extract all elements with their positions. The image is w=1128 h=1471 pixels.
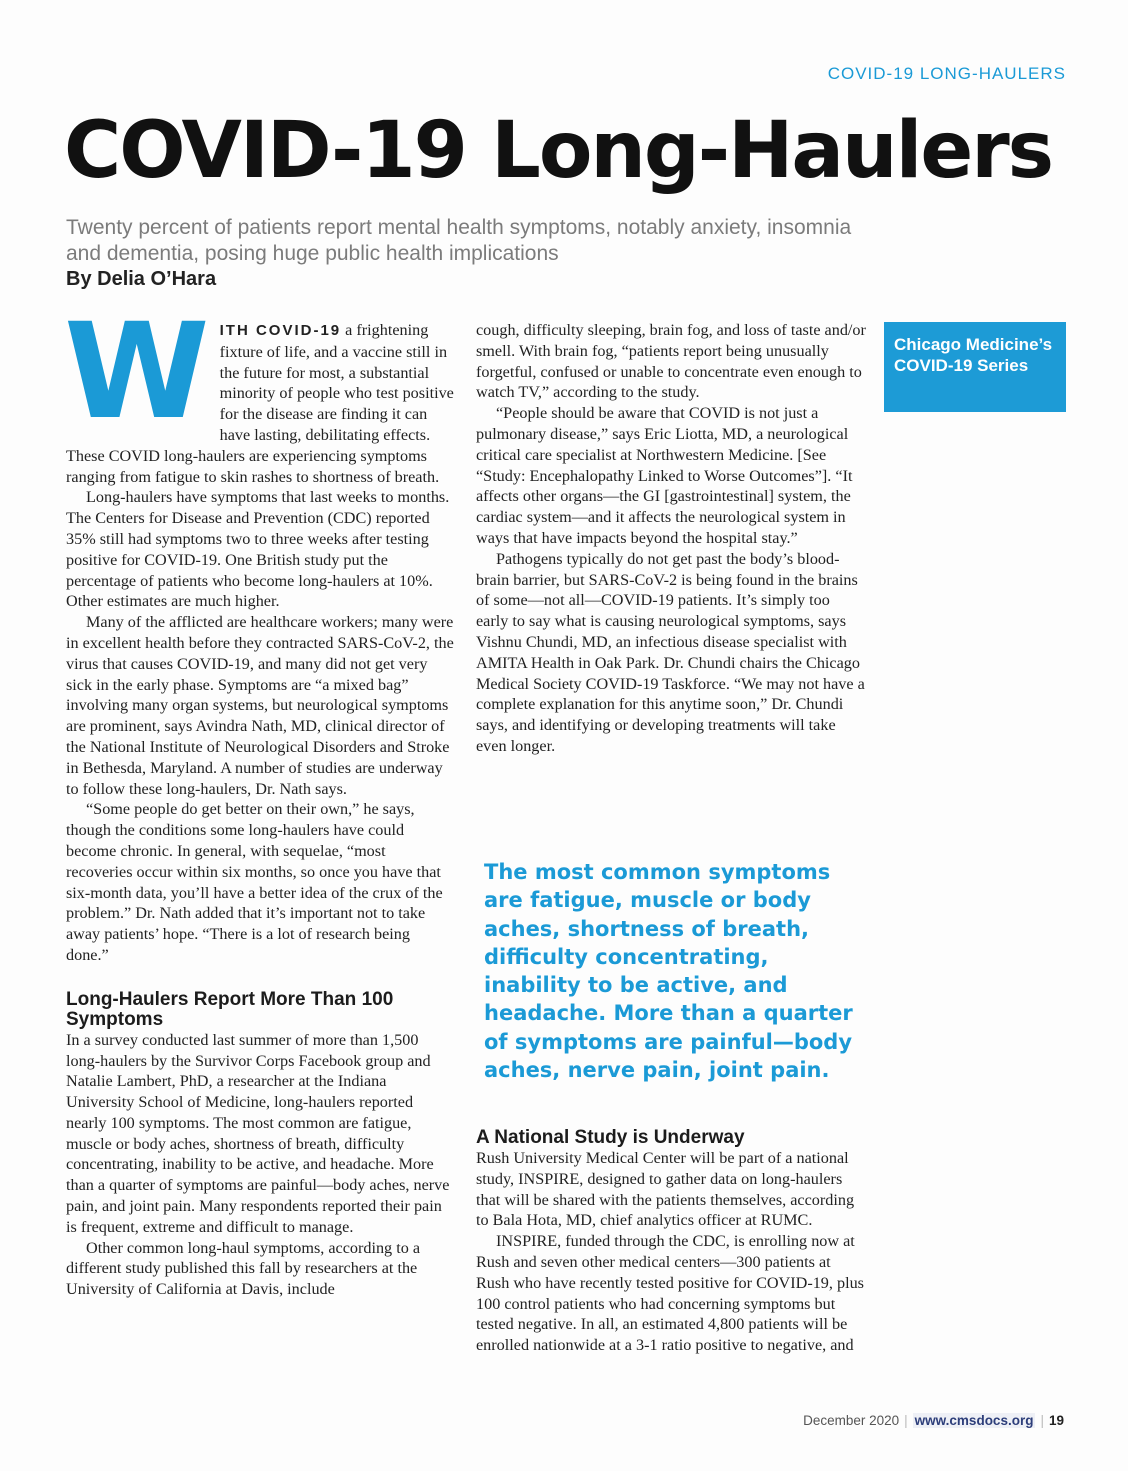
subhead-national-study: A National Study is Underway [476,1127,745,1148]
lead-in: ITH COVID-19 [219,322,342,339]
lead-paragraph-text: a frightening fixture of life, and a vaccine still in the future for most, a substantial minority of people who test positive for the disease are finding it can have lasting, debilitating effects. These COVID long-haulers are experiencing symptoms ranging from fatigue to skin rashes to shortness of breath. [66,321,454,486]
body-paragraph: “Some people do get better on their own,” he says, though the conditions some long-haulers have could become chronic. In general, with sequelae, “most recoveries occur within six months, so once you have that six-month data, you’ll have a better idea of the crux of the problem.” Dr. Nath added that it’s important not to take away patients’ hope. “There is a lot of research being done.” [66,800,443,964]
article-column-right-lower [476,1128,866,1356]
pull-quote: The most common symptoms are fatigue, muscle or body aches, shortness of breath, difficulty concentrating, inability to be active, and headache. More than a quarter of symptoms are painful—body aches, nerve pain, joint pain. [484,860,853,1083]
page-number: 19 [1048,1413,1064,1428]
byline: By Delia O’Hara [66,268,217,290]
article-column-right [476,320,866,757]
body-paragraph: Rush University Medical Center will be part of a national study, INSPIRE, designed to gather data on long-haulers that will be shared with the patients themselves, according to Bala Hota, MD, chief analytics officer at RUMC. [476,1149,855,1230]
article-column-left [64,295,454,1300]
article-subtitle: Twenty percent of patients report mental health symptoms, notably anxiety, insomnia and dementia, posing huge public health implications [66,216,852,265]
website-link[interactable]: www.cmsdocs.org [914,1413,1034,1428]
footer-separator: | [904,1413,908,1428]
issue-date: December 2020 [803,1413,900,1428]
body-paragraph: cough, difficulty sleeping, brain fog, and loss of taste and/or smell. With brain fog, “patients report being unusually forgetful, confused or unable to concentrate even enough to watch TV,” according to the study. [476,321,866,402]
body-paragraph: “People should be aware that COVID is not just a pulmonary disease,” says Eric Liotta, MD, a neurological critical care specialist at Northwestern Medicine. [See “Study: Encephalopathy Linked to Worse Outcomes”]. “It affects other organs—the GI [gastrointestinal] system, the cardiac system—and it affects the neurological system in ways that have impacts beyond the hospital stay.” [476,404,853,547]
drop-cap: W [64,295,210,449]
body-paragraph: INSPIRE, funded through the CDC, is enrolling now at Rush and seven other medical centers—300 patients at Rush who have recently tested positive for COVID-19, plus 100 control patients who had concerning symptoms but tested negative. In all, an estimated 4,800 patients will be enrolled nationwide at a 3-1 ratio positive to negative, and [476,1232,864,1355]
footer-separator: | [1040,1413,1044,1428]
body-paragraph: Other common long-haul symptoms, according to a different study published this fall by researchers at the University of California at Davis, include [66,1238,421,1299]
body-paragraph: Long-haulers have symptoms that last weeks to months. The Centers for Disease and Prevention (CDC) reported 35% still had symptoms two to three weeks after testing positive for COVID-19. One British study put the percentage of patients who become long-haulers at 10%. Other estimates are much higher. [66,488,450,611]
page-footer [803,1413,1064,1428]
section-label: COVID-19 LONG-HAULERS [827,64,1066,83]
lead-paragraph [64,295,454,487]
body-paragraph: Many of the afflicted are healthcare workers; many were in excellent health before they contracted SARS-CoV-2, the virus that causes COVID-19, and many did not get very sick in the early phase. Symptoms are “a mixed bag” involving many organ systems, but neurological symptoms are prominent, says Avindra Nath, MD, clinical director of the National Institute of Neurological Disorders and Stroke in Bethesda, Maryland. A number of studies are underway to follow these long-haulers, Dr. Nath says. [66,613,454,798]
subhead-symptoms: Long-Haulers Report More Than 100 Symptoms [66,988,394,1030]
series-box: Chicago Medicine’s COVID-19 Series [884,322,1066,412]
body-paragraph: Pathogens typically do not get past the body’s blood-brain barrier, but SARS-CoV-2 is being found in the brains of some—not all—COVID-19 patients. It’s simply too early to say what is causing neurological symptoms, says Vishnu Chundi, MD, an infectious disease specialist with AMITA Health in Oak Park. Dr. Chundi chairs the Chicago Medical Society COVID-19 Taskforce. “We may not have a complete explanation for this anytime soon,” Dr. Chundi says, and identifying or developing treatments will take even longer. [476,549,865,755]
article-title: COVID-19 Long-Haulers [64,106,1053,196]
body-paragraph: In a survey conducted last summer of more than 1,500 long-haulers by the Survivor Corps Facebook group and Natalie Lambert, PhD, a researcher at the Indiana University School of Medicine, long-haulers reported nearly 100 symptoms. The most common are fatigue, muscle or body aches, shortness of breath, difficulty concentrating, inability to be active, and headache. More than a quarter of symptoms are painful—body aches, nerve pain, and joint pain. Many respondents reported their pain is frequent, extreme and difficult to manage. [66,1030,450,1236]
